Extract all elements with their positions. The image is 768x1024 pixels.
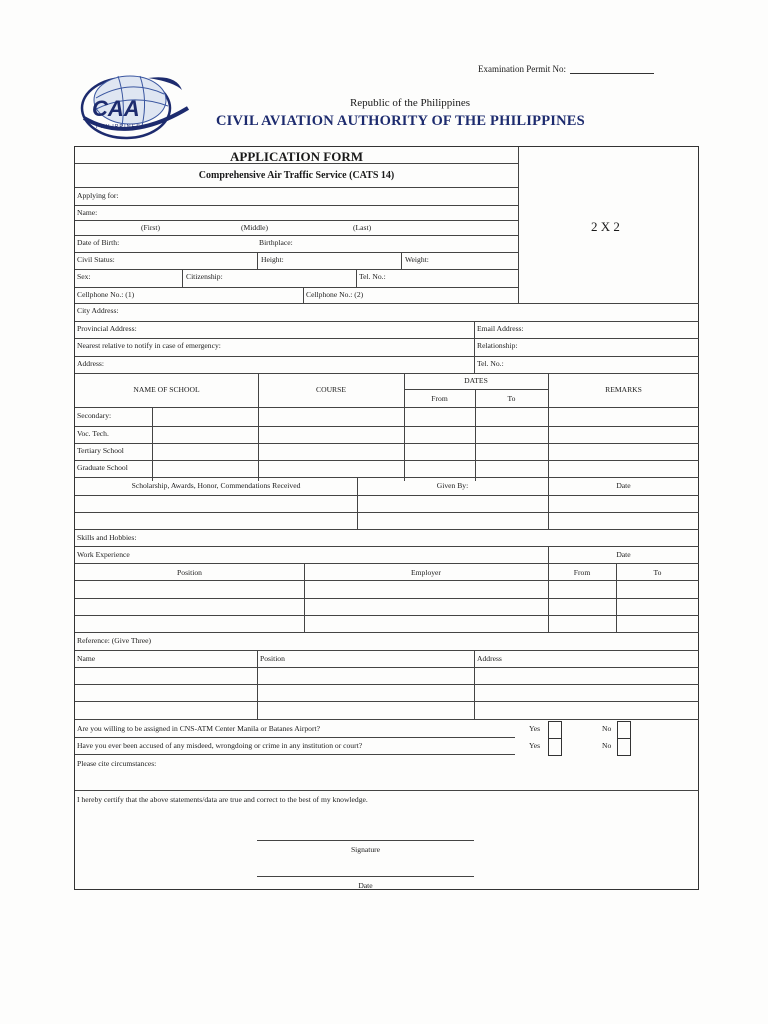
certification-statement: I hereby certify that the above statements/data are true and correct to the best of my knowledge. xyxy=(77,795,368,804)
reference-name-header: Name xyxy=(77,654,96,663)
question-misdeed: Have you ever been accused of any misdeed, wrongdoing or crime in any institution or court? xyxy=(77,741,363,750)
sex-label: Sex: xyxy=(77,272,91,281)
first-name-label: (First) xyxy=(141,223,160,232)
question-misdeed-no-label: No xyxy=(602,741,612,750)
work-experience-label: Work Experience xyxy=(77,550,130,559)
dates-from-header: From xyxy=(431,394,448,403)
school-header: NAME OF SCHOOL xyxy=(133,385,200,394)
relationship-label: Relationship: xyxy=(477,341,518,350)
middle-name-label: (Middle) xyxy=(241,223,268,232)
date-label: Date xyxy=(358,881,373,890)
edu-voc-tech-label: Voc. Tech. xyxy=(77,429,109,438)
circumstances-label: Please cite circumstances: xyxy=(77,759,157,768)
application-form xyxy=(74,146,699,890)
permit-number-field[interactable] xyxy=(570,64,654,74)
logo-subtext: PHILIPPINES xyxy=(96,124,141,130)
course-header: COURSE xyxy=(316,385,346,394)
tel2-label: Tel. No.: xyxy=(477,359,504,368)
applying-for-label: Applying for: xyxy=(77,191,119,200)
date-line[interactable] xyxy=(257,876,474,877)
name-label: Name: xyxy=(77,208,98,217)
form-subtitle: Comprehensive Air Traffic Service (CATS 14) xyxy=(198,170,395,181)
edu-secondary-label: Secondary: xyxy=(77,411,112,420)
dates-to-header: To xyxy=(507,394,516,403)
question-assignment-no-box[interactable] xyxy=(617,721,631,739)
work-employer-header: Employer xyxy=(411,568,441,577)
signature-line[interactable] xyxy=(257,840,474,841)
tel-label: Tel. No.: xyxy=(359,272,386,281)
work-from-header: From xyxy=(573,568,591,577)
form-title: APPLICATION FORM xyxy=(229,149,363,164)
provincial-address-label: Provincial Address: xyxy=(77,324,137,333)
citizenship-label: Citizenship: xyxy=(186,272,223,281)
question-assignment-yes-label: Yes xyxy=(529,724,541,733)
work-position-header: Position xyxy=(177,568,202,577)
address-label: Address: xyxy=(77,359,104,368)
city-address-label: City Address: xyxy=(77,306,119,315)
reference-label: Reference: (Give Three) xyxy=(77,636,152,645)
edu-tertiary-label: Tertiary School xyxy=(77,446,124,455)
birthplace-label: Birthplace: xyxy=(259,238,293,247)
question-misdeed-yes-label: Yes xyxy=(529,741,541,750)
remarks-header: REMARKS xyxy=(605,385,642,394)
dob-label: Date of Birth: xyxy=(77,238,120,247)
examination-permit xyxy=(478,64,654,74)
question-misdeed-yes-box[interactable] xyxy=(548,738,562,756)
permit-label: Examination Permit No: xyxy=(478,64,566,74)
question-assignment-yes-box[interactable] xyxy=(548,721,562,739)
cellphone-2-label: Cellphone No.: (2) xyxy=(306,290,364,299)
height-label: Height: xyxy=(261,255,284,264)
last-name-label: (Last) xyxy=(353,223,372,232)
photo-2x2-label: 2 X 2 xyxy=(591,219,620,234)
awards-date-header: Date xyxy=(616,481,631,490)
signature-label: Signature xyxy=(350,845,381,854)
skills-label: Skills and Hobbies: xyxy=(77,533,137,542)
logo-text: CAA xyxy=(92,96,140,121)
work-to-header: To xyxy=(653,568,662,577)
cellphone-1-label: Cellphone No.: (1) xyxy=(77,290,135,299)
awards-header: Scholarship, Awards, Honor, Commendations Received xyxy=(131,481,301,490)
email-label: Email Address: xyxy=(477,324,524,333)
civil-status-label: Civil Status: xyxy=(77,255,115,264)
work-date-header: Date xyxy=(616,550,631,559)
question-misdeed-no-box[interactable] xyxy=(617,738,631,756)
awards-given-by-header: Given By: xyxy=(436,481,469,490)
question-assignment-no-label: No xyxy=(602,724,612,733)
reference-position-header: Position xyxy=(260,654,285,663)
weight-label: Weight: xyxy=(405,255,429,264)
question-assignment: Are you willing to be assigned in CNS-ATM Center Manila or Batanes Airport? xyxy=(77,724,320,733)
dates-header: DATES xyxy=(464,376,488,385)
nearest-relative-label: Nearest relative to notify in case of emergency: xyxy=(77,341,221,350)
edu-graduate-label: Graduate School xyxy=(77,463,128,472)
reference-address-header: Address xyxy=(477,654,502,663)
agency-heading: CIVIL AVIATION AUTHORITY OF THE PHILIPPINES xyxy=(216,113,585,129)
republic-heading: Republic of the Philippines xyxy=(349,97,471,109)
